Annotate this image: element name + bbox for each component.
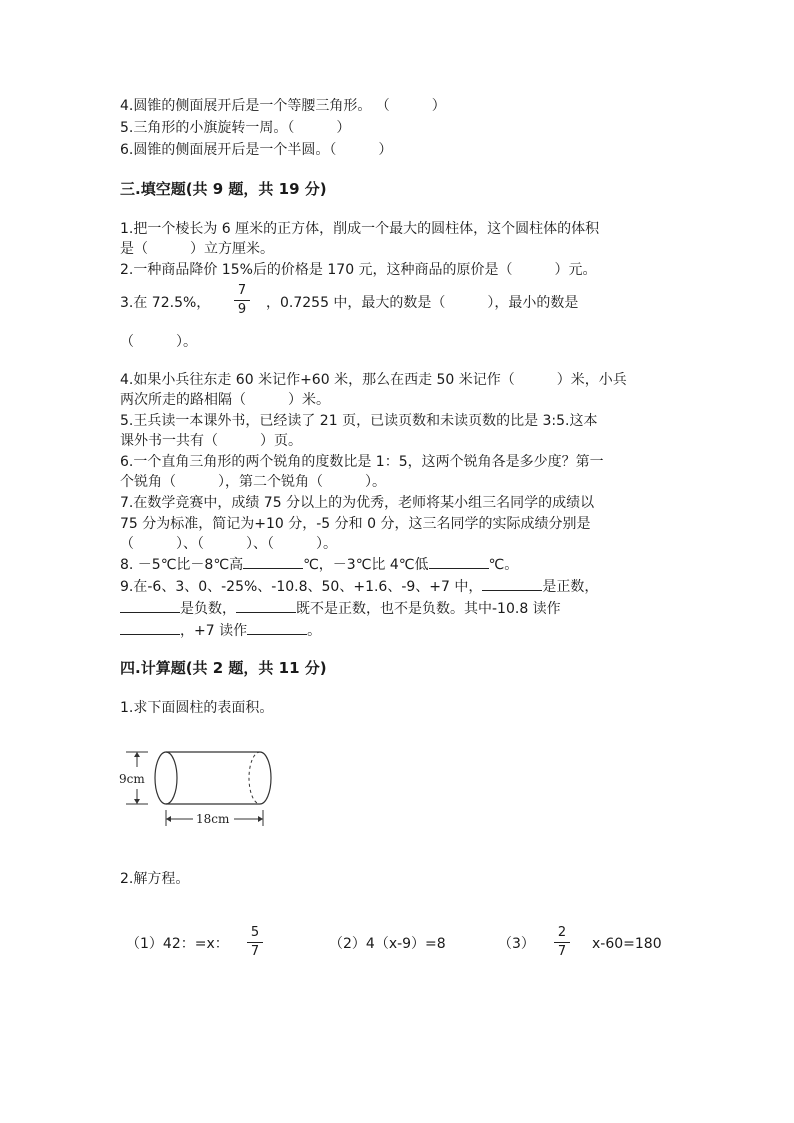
length-label: 18cm bbox=[196, 812, 230, 826]
arrow-left-icon bbox=[166, 816, 171, 822]
equation-3-label: （3） bbox=[498, 936, 535, 952]
calc-q2: 2.解方程。 bbox=[120, 871, 190, 887]
fill-q7-line3: （ ）、（ ）、（ ）。 bbox=[120, 536, 337, 552]
equation-3-text: x-60=180 bbox=[592, 936, 662, 952]
fill-q1-line2: 是（ ）立方厘米。 bbox=[120, 241, 274, 257]
arrow-right-icon bbox=[258, 816, 263, 822]
answer-blank[interactable] bbox=[482, 576, 542, 591]
fill-q4-line2: 两次所走的路相隔（ ）米。 bbox=[120, 392, 330, 408]
calc-q1: 1.求下面圆柱的表面积。 bbox=[120, 700, 274, 716]
fill-q1-line1: 1.把一个棱长为 6 厘米的正方体，削成一个最大的圆柱体，这个圆柱体的体积 bbox=[120, 221, 600, 237]
fraction-bar bbox=[247, 942, 263, 943]
fraction-denominator: 9 bbox=[237, 302, 247, 317]
judge-item-5: 5.三角形的小旗旋转一周。（ ） bbox=[120, 120, 351, 136]
fraction-denominator: 7 bbox=[250, 944, 260, 959]
fill-q5-line2: 课外书一共有（ ）页。 bbox=[120, 433, 302, 449]
section-title-fill-in: 三.填空题(共 9 题，共 19 分) bbox=[120, 180, 327, 198]
fill-q7-line2: 75 分为标准，简记为+10 分，-5 分和 0 分，这三名同学的实际成绩分别是 bbox=[120, 516, 591, 532]
fraction-numerator: 2 bbox=[557, 925, 567, 940]
fill-q5-line1: 5.王兵读一本课外书，已经读了 21 页，已读页数和未读页数的比是 3:5.这本 bbox=[120, 413, 598, 429]
fill-q9-line3-a: ，+7 读作 bbox=[180, 623, 248, 639]
answer-blank[interactable] bbox=[247, 620, 307, 635]
fill-q3-part-b: ，0.7255 中，最大的数是（ ），最小的数是 bbox=[266, 295, 579, 311]
equation-3-fraction bbox=[554, 925, 570, 960]
fill-q7-line1: 7.在数学竞赛中，成绩 75 分以上的为优秀，老师将某小组三名同学的成绩以 bbox=[120, 495, 595, 511]
answer-blank[interactable] bbox=[236, 598, 296, 613]
fill-q3-part-a: 3.在 72.5%， bbox=[120, 295, 211, 311]
cylinder-right-base bbox=[260, 752, 271, 804]
fill-q6-line2: 个锐角（ ），第二个锐角（ ）。 bbox=[120, 474, 386, 490]
fraction-bar bbox=[234, 300, 250, 301]
fill-q9-line2-b: 既不是正数，也不是负数。其中-10.8 读作 bbox=[296, 601, 561, 617]
fill-q9-line2 bbox=[120, 598, 561, 620]
judge-item-6: 6.圆锥的侧面展开后是一个半圆。（ ） bbox=[120, 142, 393, 158]
height-label: 9cm bbox=[119, 772, 145, 786]
fraction-numerator: 7 bbox=[237, 283, 247, 298]
fill-q9-line3-b: 。 bbox=[307, 623, 322, 639]
fraction-bar bbox=[554, 942, 570, 943]
arrow-up-icon bbox=[134, 752, 140, 757]
fill-q9-line1-b: 是正数， bbox=[542, 579, 599, 595]
fraction-numerator: 5 bbox=[250, 925, 260, 940]
fraction-denominator: 7 bbox=[557, 944, 567, 959]
cylinder-figure bbox=[118, 740, 288, 832]
fill-q9-line1-a: 9.在-6、3、0、-25%、-10.8、50、+1.6、-9、+7 中， bbox=[120, 579, 483, 595]
fill-q9-line1 bbox=[120, 576, 598, 598]
answer-blank[interactable] bbox=[120, 620, 180, 635]
fill-q2: 2.一种商品降价 15%后的价格是 170 元，这种商品的原价是（ ）元。 bbox=[120, 262, 597, 278]
equation-2: （2）4（x-9）=8 bbox=[329, 936, 446, 952]
answer-blank[interactable] bbox=[243, 554, 303, 569]
answer-blank[interactable] bbox=[429, 554, 489, 569]
equation-1-fraction bbox=[247, 925, 263, 960]
fill-q8-part-a: 8. －5℃比－8℃高 bbox=[120, 557, 244, 573]
fill-q8-part-c: ℃。 bbox=[488, 557, 519, 573]
answer-blank[interactable] bbox=[120, 598, 180, 613]
cylinder-left-base bbox=[155, 752, 177, 804]
fill-q3-fraction bbox=[234, 283, 250, 318]
fill-q3-line2: （ ）。 bbox=[120, 334, 197, 350]
fill-q6-line1: 6.一个直角三角形的两个锐角的度数比是 1：5，这两个锐角各是多少度？第一 bbox=[120, 454, 604, 470]
equation-1-text: （1）42：=x： bbox=[126, 936, 229, 952]
arrow-down-icon bbox=[134, 799, 140, 804]
judge-item-4: 4.圆锥的侧面展开后是一个等腰三角形。 （ ） bbox=[120, 98, 446, 114]
cylinder-hidden-edge bbox=[249, 752, 260, 804]
section-title-calculation: 四.计算题(共 2 题，共 11 分) bbox=[120, 659, 327, 677]
fill-q9-line3 bbox=[120, 620, 321, 642]
fill-q8 bbox=[120, 554, 518, 576]
fill-q8-part-b: ℃，－3℃比 4℃低 bbox=[303, 557, 429, 573]
fill-q4-line1: 4.如果小兵往东走 60 米记作+60 米，那么在西走 50 米记作（ ）米，小兵 bbox=[120, 372, 627, 388]
fill-q9-line2-a: 是负数， bbox=[180, 601, 236, 617]
